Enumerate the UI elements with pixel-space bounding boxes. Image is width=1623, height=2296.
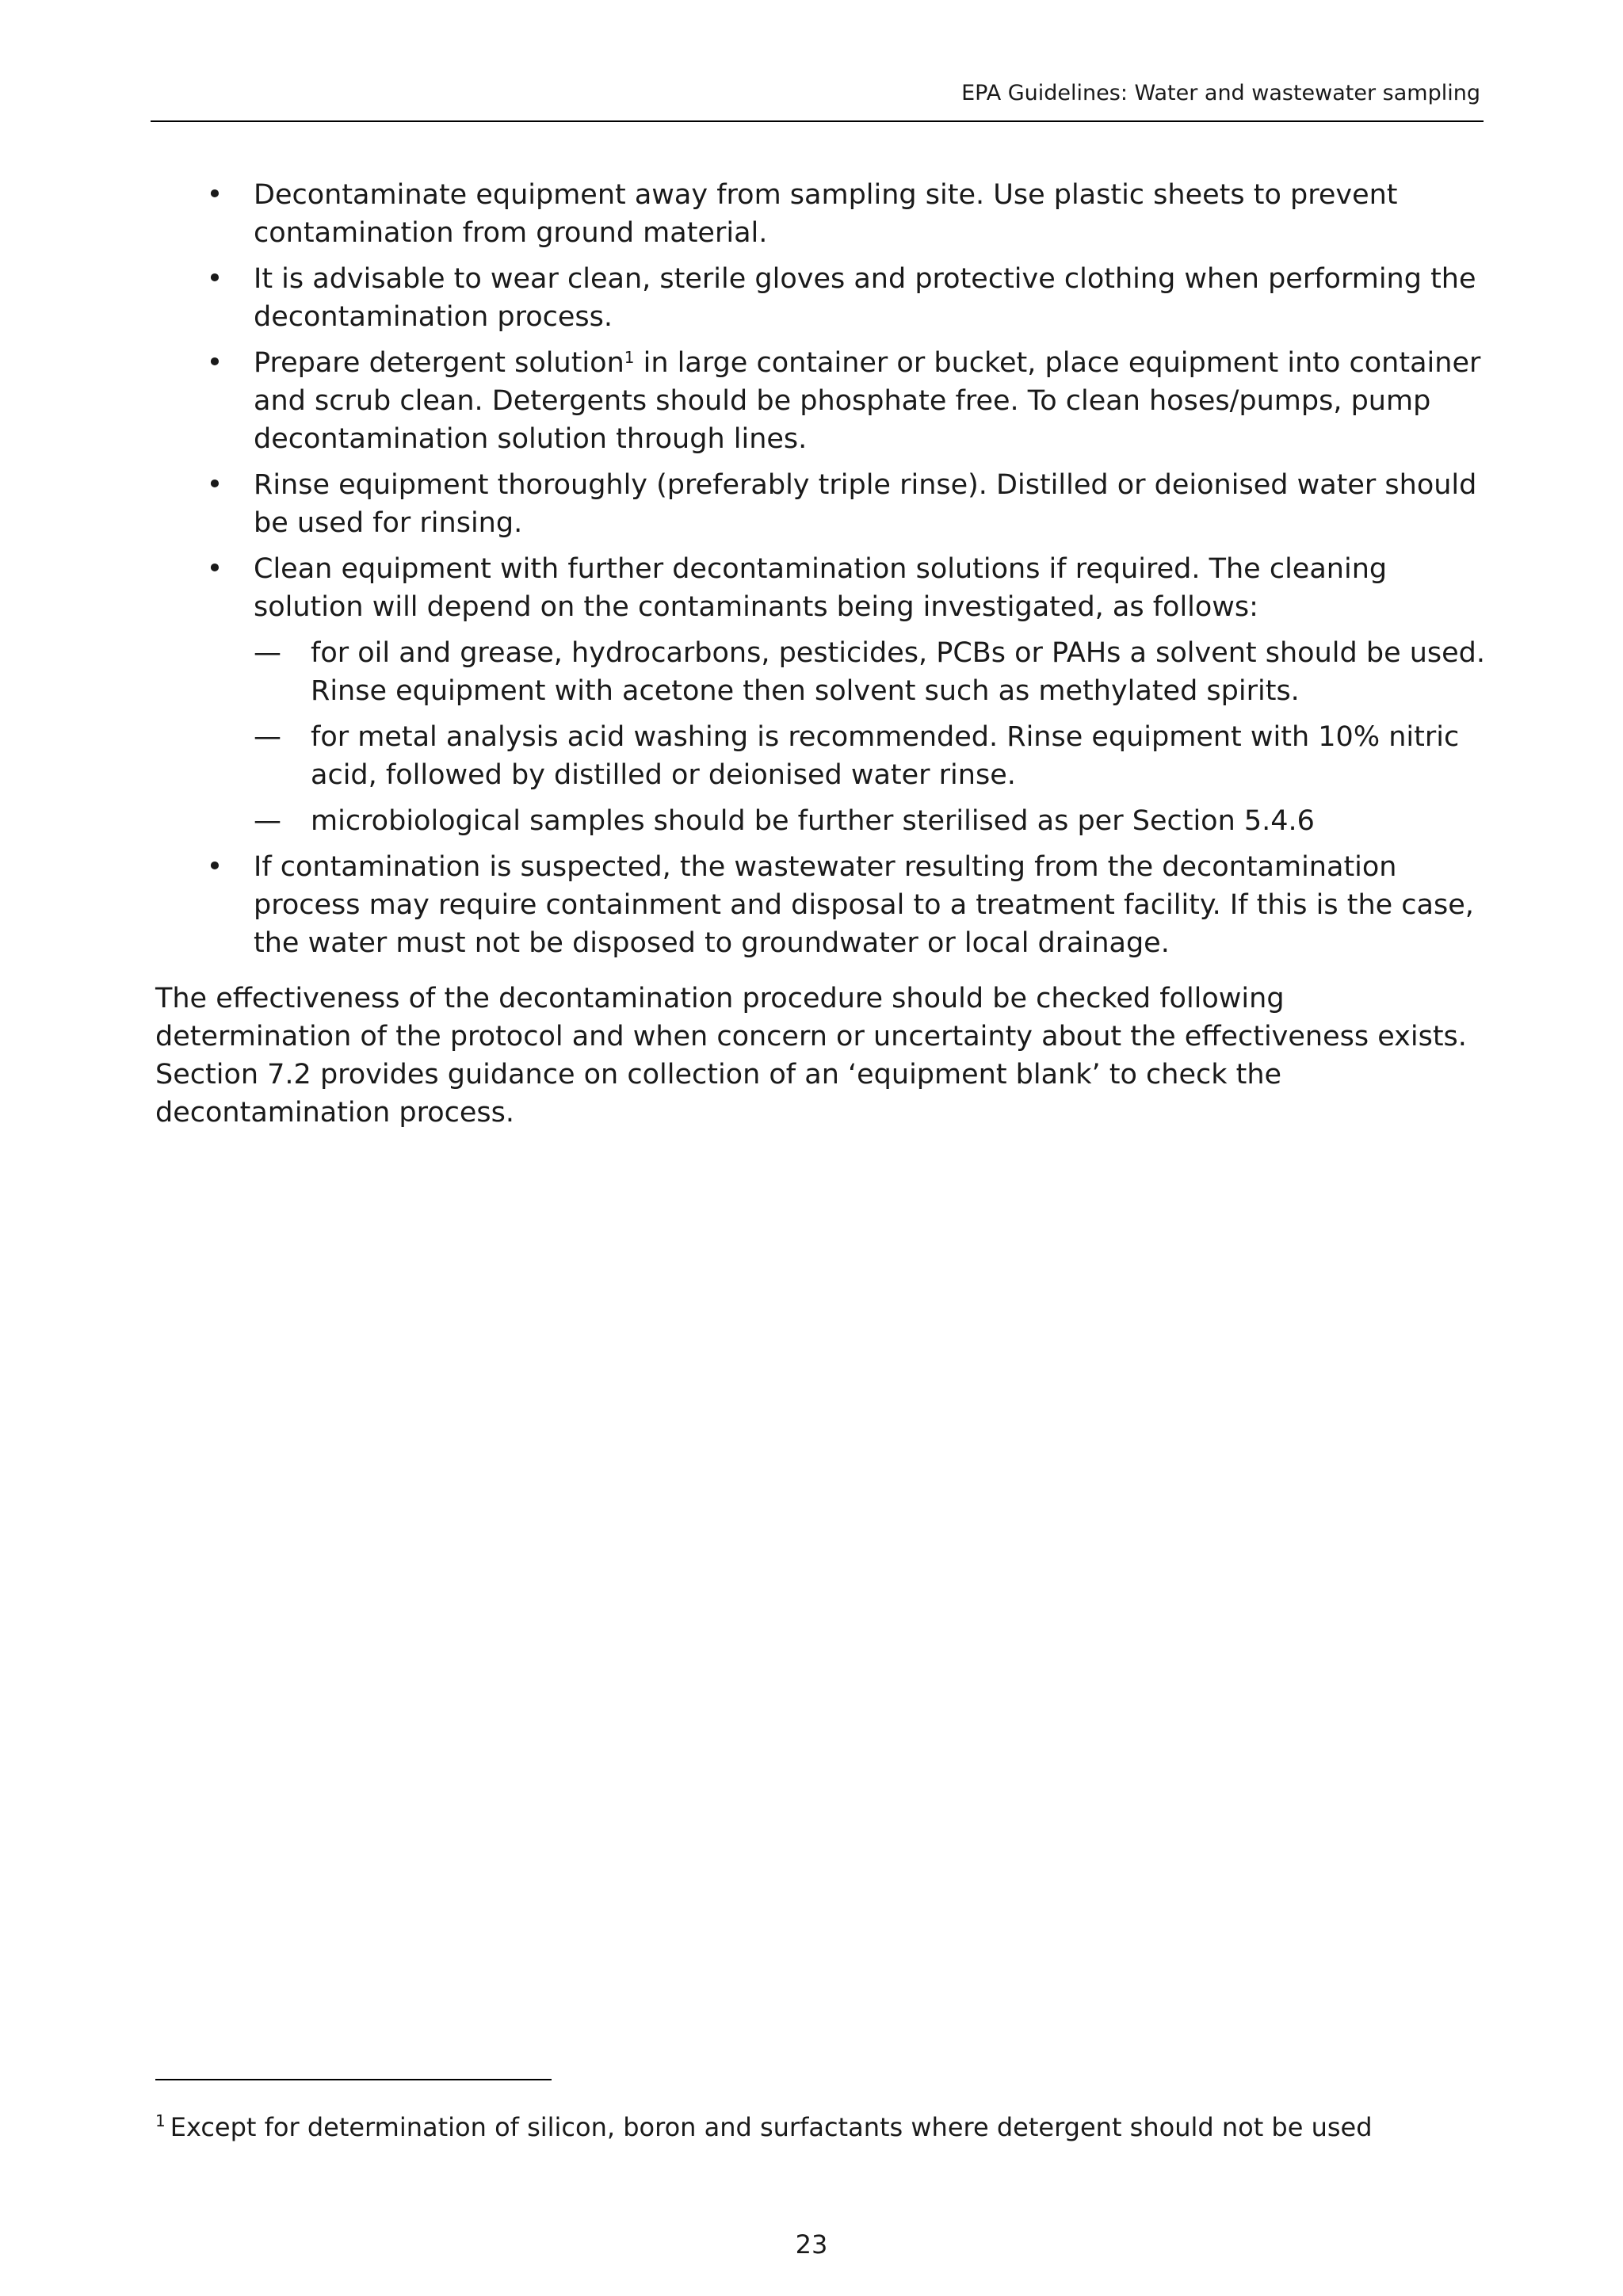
footnote-reference: 1 — [624, 348, 635, 368]
list-item — [155, 848, 1487, 962]
page-number: 23 — [795, 2229, 828, 2260]
list-item-text: If contamination is suspected, the wastewater resulting from the decontamination process may require containment and disposal to a treatment facility. If this is the case, the water must not be disposed to groundwater or local drainage. — [254, 851, 1474, 959]
bullet-icon: • — [206, 263, 223, 295]
footnote-number: 1 — [155, 2111, 166, 2131]
sub-list-item — [254, 634, 1487, 710]
list-item-text: Clean equipment with further decontamination solutions if required. The cleaning solution will depend on the contaminants being investigated, as follows: — [254, 553, 1388, 623]
footnote — [155, 2110, 1373, 2145]
sub-list-item-text: microbiological samples should be further sterilised as per Section 5.4.6 — [311, 805, 1315, 837]
sub-list-item — [254, 802, 1487, 840]
list-item — [155, 344, 1487, 458]
bullet-icon: • — [206, 469, 223, 501]
sub-list — [254, 634, 1487, 840]
list-item — [155, 466, 1487, 542]
bullet-icon: • — [206, 179, 223, 211]
list-item-text: It is advisable to wear clean, sterile gloves and protective clothing when performing the decontamination process. — [254, 263, 1476, 333]
dash-icon: — — [254, 637, 281, 669]
bullet-icon: • — [206, 553, 223, 585]
page-body — [155, 176, 1487, 1132]
sub-list-item-text: for oil and grease, hydrocarbons, pesticides, PCBs or PAHs a solvent should be used. Rinse equipment with acetone then solvent such as methylated spirits. — [311, 637, 1486, 707]
dash-icon: — — [254, 805, 281, 837]
list-item-text-end: in large container or bucket, place equipment into container and scrub clean. Detergents should be phosphate free. To clean hoses/pumps, pump decontamination solution through lines. — [254, 347, 1481, 455]
sub-list-item — [254, 718, 1487, 794]
list-item — [155, 550, 1487, 840]
bullet-icon: • — [206, 347, 223, 379]
footnote-text: Except for determination of silicon, boron and surfactants where detergent should not be used — [170, 2112, 1373, 2142]
list-item-text-start: Prepare detergent solution — [254, 347, 624, 379]
list-item — [155, 176, 1487, 252]
body-paragraph: The effectiveness of the decontamination procedure should be checked following determination of the protocol and when concern or uncertainty about the effectiveness exists. Section 7.2 provides guidance on collection of an ‘equipment blank’ to check the decontamination process. — [155, 983, 1467, 1129]
running-header-title: EPA Guidelines: Water and wastewater sampling — [961, 81, 1480, 105]
list-item-text: Rinse equipment thoroughly (preferably triple rinse). Distilled or deionised water should be used for rinsing. — [254, 469, 1477, 539]
dash-icon: — — [254, 721, 281, 753]
sub-list-item-text: for metal analysis acid washing is recommended. Rinse equipment with 10% nitric acid, followed by distilled or deionised water rinse. — [311, 721, 1460, 791]
footnote-divider — [155, 2079, 552, 2080]
bullet-icon: • — [206, 851, 223, 883]
list-item — [155, 260, 1487, 336]
bullet-list — [155, 176, 1487, 962]
page-header — [151, 78, 1484, 122]
list-item-text: Decontaminate equipment away from sampling site. Use plastic sheets to prevent contamination from ground material. — [254, 179, 1398, 249]
